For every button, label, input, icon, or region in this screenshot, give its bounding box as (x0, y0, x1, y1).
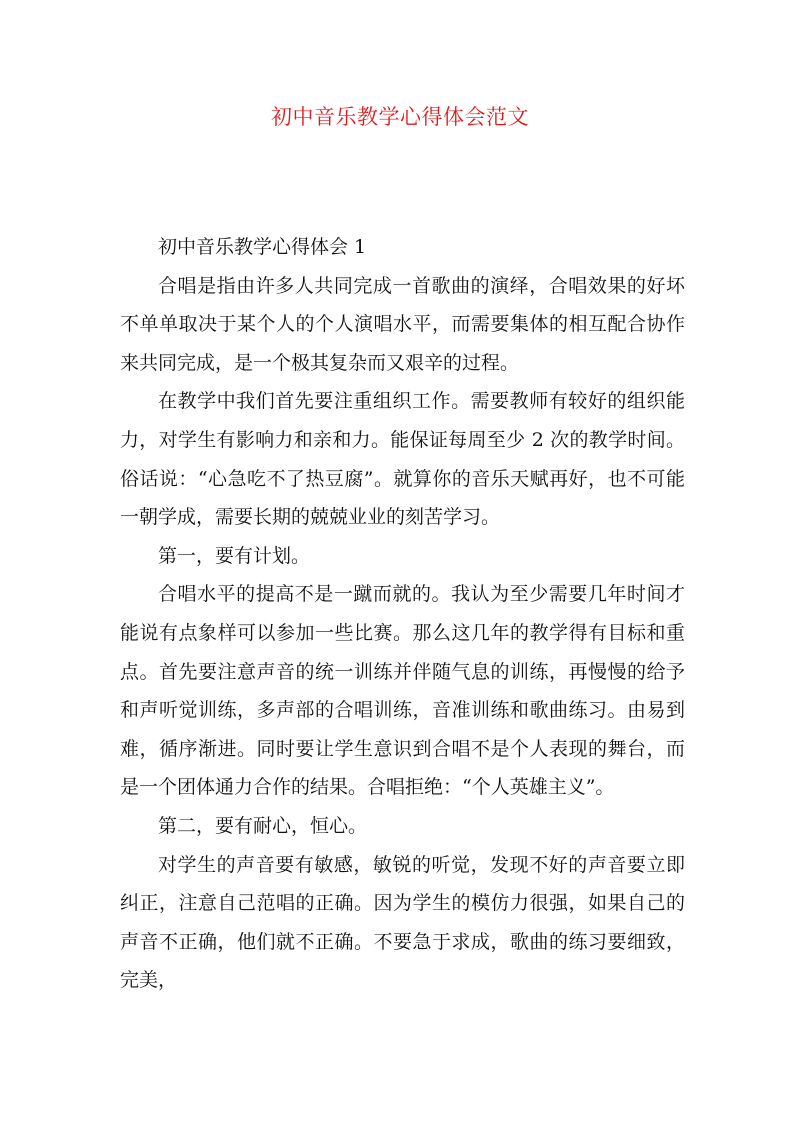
document-title: 初中音乐教学心得体会范文 (271, 105, 529, 129)
paragraph: 合唱是指由许多人共同完成一首歌曲的演绎，合唱效果的好坏不单单取决于某个人的个人演唱水平，而需要集体的相互配合协作来共同完成，是一个极其复杂而又艰辛的过程。 (120, 274, 685, 374)
point-heading: 第二，要有耐心，恒心。 (158, 814, 368, 837)
paragraph: 合唱水平的提高不是一蹴而就的。我认为至少需要几年时间才能说有点象样可以参加一些比赛。那么这几年的教学得有目标和重点。首先要注意声音的统一训练并伴随气息的训练，再慢慢的给予和声听觉训练，多声部的合唱训练，音准训练和歌曲练习。由易到难，循序渐进。同时要让学生意识到合唱不是个人表现的舞台，而是一个团体通力合作的结果。合唱拒绝：“个人英雄主义”。 (120, 583, 685, 799)
section-heading: 初中音乐教学心得体会 1 (158, 236, 367, 258)
point-heading: 第一，要有计划。 (158, 544, 311, 567)
document-body (120, 228, 685, 1000)
paragraph: 在教学中我们首先要注重组织工作。需要教师有较好的组织能力，对学生有影响力和亲和力。能保证每周至少 2 次的教学时间。俗话说：“心急吃不了热豆腐”。就算你的音乐天赋再好，也不可能一朝学成，需要长期的兢兢业业的刻苦学习。 (120, 390, 685, 529)
paragraph: 对学生的声音要有敏感，敏锐的听觉，发现不好的声音要立即纠正，注意自己范唱的正确。因为学生的模仿力很强，如果自己的声音不正确，他们就不正确。不要急于求成，歌曲的练习要细致，完美， (120, 853, 685, 992)
